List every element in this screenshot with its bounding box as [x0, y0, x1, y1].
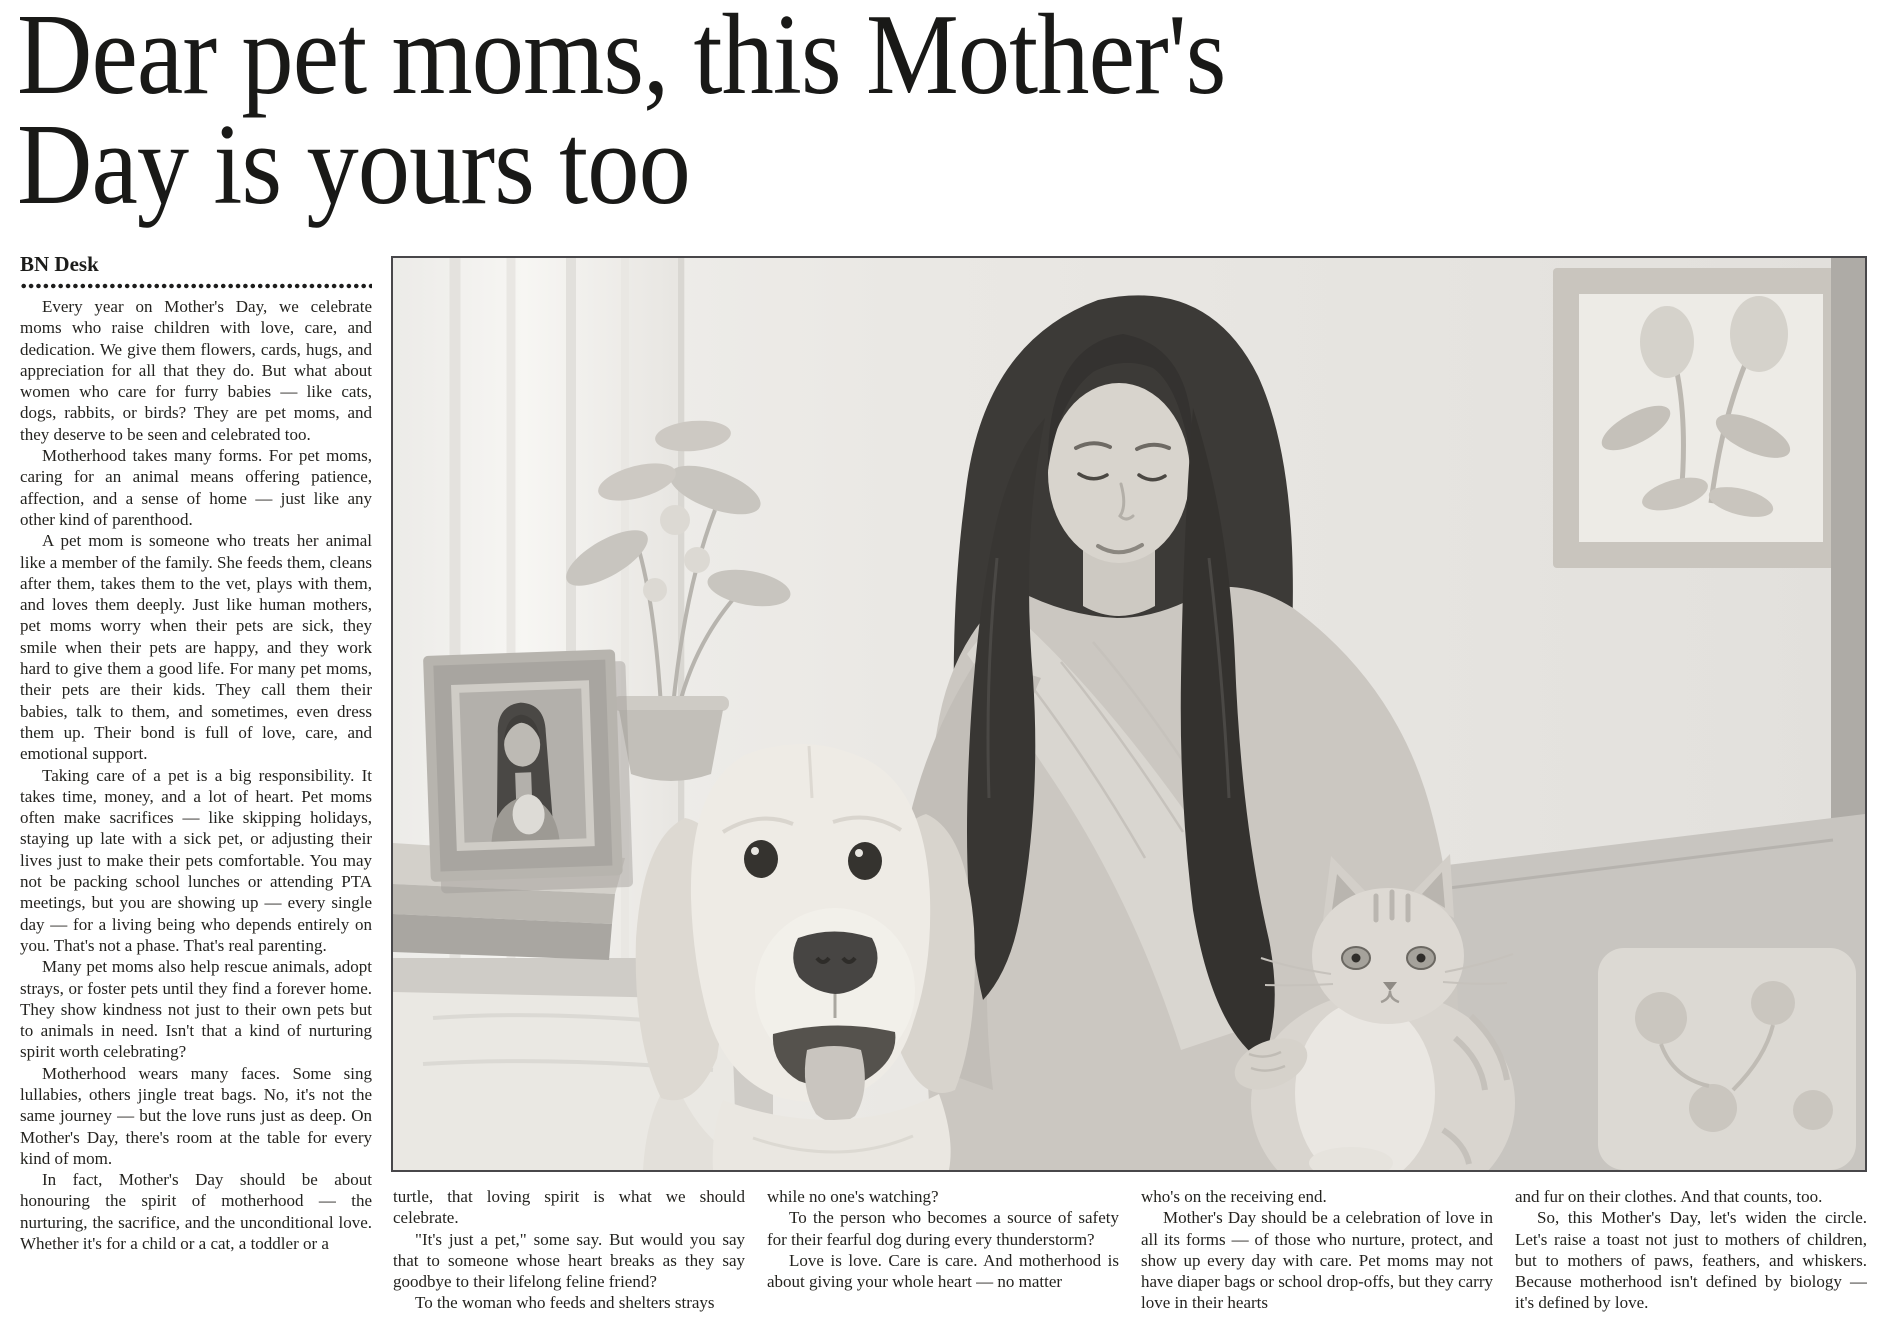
- paragraph: Mother's Day should be a celebration of love in all its forms — of those who nurture, protect, and show up every day with care. Pet moms may not have diaper bags or school drop-offs, but they carry love in their hearts: [1141, 1208, 1493, 1313]
- paragraph: To the woman who feeds and shelters strays: [415, 1293, 715, 1313]
- byline: BN Desk: [20, 252, 99, 276]
- byline-dotted-rule: [20, 282, 372, 290]
- paragraph: A pet mom is someone who treats her animal like a member of the family. She feeds them, cleans after them, takes them to the vet, plays with them, and loves them deeply. Just like human mothers, pet moms worry when their pets are sick, they smile when their pets are happy, and they work hard to give them a good life. For many pet moms, their pets are their kids. They call them their babies, talk to them, and sometimes, even dress them up. Their bond is full of love, care, and emotional support.: [20, 531, 372, 764]
- illustration-woman-dog-cat: [393, 258, 1865, 1170]
- paragraph: Many pet moms also help rescue animals, adopt strays, or foster pets until they find a forever home. They show kindness not just to their own pets but to animals in need. Isn't that a kind of nurturing spirit worth celebrating?: [20, 957, 372, 1062]
- wall-art-frame: [1553, 268, 1849, 568]
- paragraph: To the person who becomes a source of safety for their fearful dog during every thunderstorm?: [767, 1208, 1119, 1249]
- paragraph: In fact, Mother's Day should be about honouring the spirit of motherhood — the nurturing, the sacrifice, and the unconditional love. Whether it's for a child or a cat, a toddler or a: [20, 1170, 372, 1254]
- page-title: [17, 0, 1517, 229]
- headline-line-2: Day is yours too: [17, 101, 690, 229]
- bottom-column-4: [1515, 1186, 1867, 1322]
- bottom-column-2: [767, 1186, 1119, 1322]
- left-column: [20, 296, 372, 1322]
- paragraph: turtle, that loving spirit is what we should celebrate.: [393, 1187, 745, 1228]
- article-figure: [391, 256, 1867, 1172]
- headline-line-1: Dear pet moms, this Mother's: [17, 0, 1226, 119]
- photo-frame: [423, 649, 633, 894]
- paragraph: So, this Mother's Day, let's widen the circle. Let's raise a toast not just to mothers of children, but to mothers of paws, feathers, and whiskers. Because motherhood isn't defined by biology — it's defined by love.: [1515, 1208, 1867, 1313]
- paragraph: "It's just a pet," some say. But would you say that to someone whose heart breaks as they say goodbye to their lifelong feline friend?: [393, 1229, 745, 1292]
- bottom-column-3: [1141, 1186, 1493, 1322]
- floral-cushion: [1598, 948, 1856, 1170]
- paragraph: Love is love. Care is care. And motherhood is about giving your whole heart — no matter: [767, 1250, 1119, 1292]
- paragraph: Motherhood takes many forms. For pet moms, caring for an animal means offering patience, affection, and a sense of home — just like any other kind of parenthood.: [20, 446, 372, 529]
- paragraph: and fur on their clothes. And that counts, too.: [1515, 1187, 1823, 1206]
- paragraph: Motherhood wears many faces. Some sing lullabies, others jingle treat bags. No, it's not the same journey — but the love runs just as deep. On Mother's Day, there's room at the table for every kind of mom.: [20, 1063, 372, 1168]
- paragraph: Taking care of a pet is a big responsibility. It takes time, money, and a lot of heart. Pet moms often make sacrifices — like skipping holidays, staying up late with a sick pet, or adjusting their lives just to make their pets comfortable. You may not be packing school lunches or attending PTA meetings, but you are showing up — every single day — for a living being who depends entirely on you. That's not a phase. That's real parenting.: [20, 765, 372, 955]
- paragraph: who's on the receiving end.: [1141, 1187, 1327, 1206]
- bottom-column-1: [393, 1186, 745, 1322]
- paragraph: Every year on Mother's Day, we celebrate moms who raise children with love, care, and dedication. We give them flowers, cards, hugs, and appreciation for all that they do. But what about women who care for furry babies — like cats, dogs, rabbits, or birds? They are pet moms, and they deserve to be seen and celebrated too.: [20, 297, 372, 444]
- paragraph: while no one's watching?: [767, 1187, 939, 1206]
